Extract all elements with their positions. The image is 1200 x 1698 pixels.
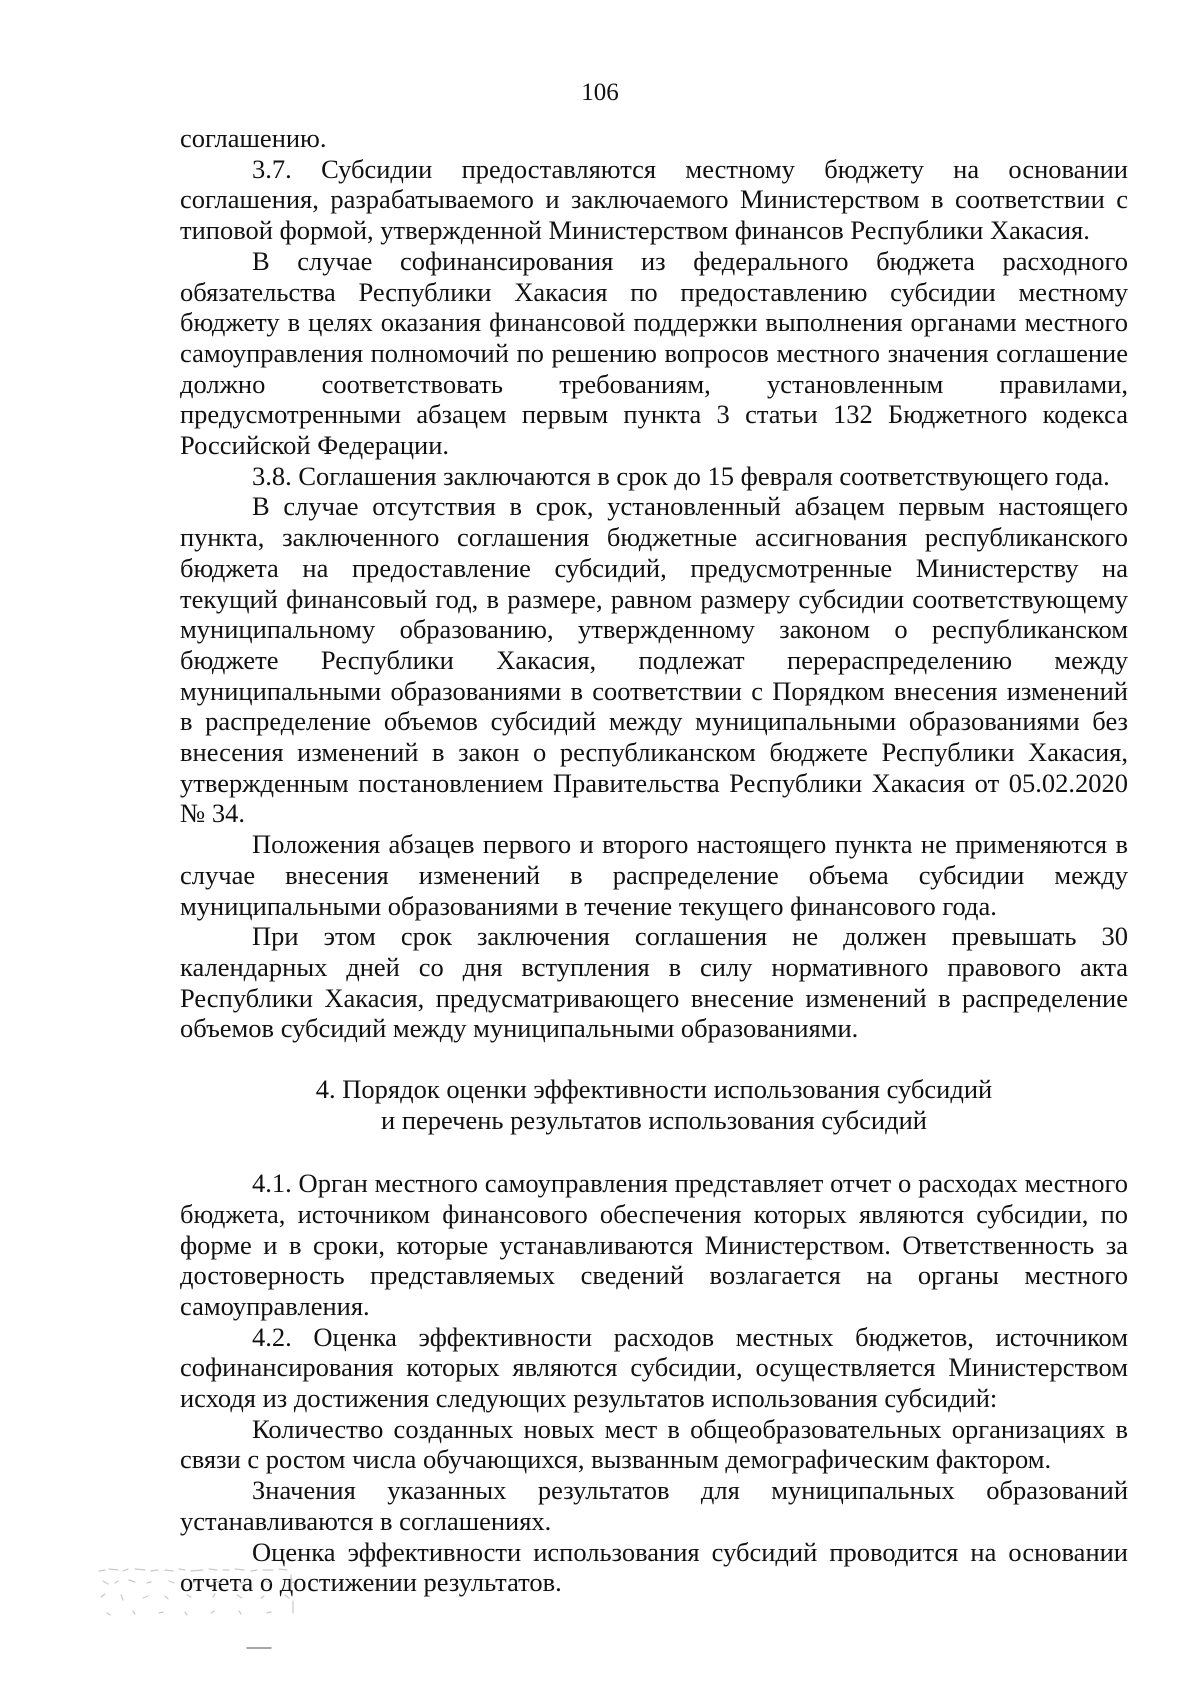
paragraph-3-7: 3.7. Субсидии предоставляются местному бюджету на основании соглашения, разрабатываемого и заключаемого Министерством в соответствии с типовой формой, утвержденной Министерством финансов Республики Хакасия. xyxy=(180,153,1128,246)
section-heading-line-1: 4. Порядок оценки эффективности использования субсидий xyxy=(315,1074,993,1105)
paragraph-exceptions: Положения абзацев первого и второго настоящего пункта не применяются в случае внесения изменений в распределение объема субсидии между муниципальными образованиями в течение текущего финансового года. xyxy=(180,829,1128,921)
section-heading-line-2: и перечень результатов использования субсидий xyxy=(381,1105,927,1136)
document-body xyxy=(180,123,1128,1598)
faint-stamp-mark xyxy=(95,1565,305,1653)
paragraph-cofinancing: В случае софинансирования из федерального бюджета расходного обязательства Республики Хакасия по предоставлению субсидии местному бюджету в целях оказания финансовой поддержки выполнения органами местного самоуправления полномочий по решению вопросов местного значения соглашение должно соответствовать требованиям, установленным правилами, предусмотренными абзацем первым пункта 3 статьи 132 Бюджетного кодекса Российской Федерации. xyxy=(180,245,1128,461)
paragraph-4-1: 4.1. Орган местного самоуправления представляет отчет о расходах местного бюджета, источником финансового обеспечения которых являются субсидии, по форме и в сроки, которые устанавливаются Министерством. Ответственность за достоверность представляемых сведений возлагается на органы местного самоуправления. xyxy=(180,1168,1128,1321)
paragraph-deadline: При этом срок заключения соглашения не должен превышать 30 календарных дней со дня вступления в силу нормативного правового акта Республики Хакасия, предусматривающего внесение изменений в распределение объемов субсидий между муниципальными образованиями. xyxy=(180,921,1128,1044)
paragraph-continuation: соглашению. xyxy=(180,123,327,153)
paragraph-evaluation: Оценка эффективности использования субсидий проводится на основании отчета о достижении результатов. xyxy=(180,1536,1128,1598)
paragraph-result-values: Значения указанных результатов для муниципальных образований устанавливаются в соглашениях. xyxy=(180,1475,1128,1536)
page-number: 106 xyxy=(581,79,619,106)
paragraph-4-2: 4.2. Оценка эффективности расходов местных бюджетов, источником софинансирования которых являются субсидии, осуществляется Министерством исходя из достижения следующих результатов использования субсидий: xyxy=(180,1321,1128,1414)
paragraph-result-indicator: Количество созданных новых мест в общеобразовательных организациях в связи с ростом числа обучающихся, вызванным демографическим фактором. xyxy=(180,1413,1128,1475)
section-heading xyxy=(180,1074,1128,1136)
paragraph-3-8: 3.8. Соглашения заключаются в срок до 15 февраля соответствующего года. xyxy=(252,460,1110,491)
paragraph-redistribution: В случае отсутствия в срок, установленный абзацем первым настоящего пункта, заключенного соглашения бюджетные ассигнования республиканского бюджета на предоставление субсидий, предусмотренные Министерству на текущий финансовый год, в размере, равном размеру субсидии соответствующему муниципальному образованию, утвержденному законом о республиканском бюджете Республики Хакасия, подлежат перераспределению между муниципальными образованиями в соответствии с Порядком внесения изменений в распределение объемов субсидий между муниципальными образованиями без внесения изменений в закон о республиканском бюджете Республики Хакасия, утвержденным постановлением Правительства Республики Хакасия от 05.02.2020 № 34. xyxy=(180,491,1128,829)
